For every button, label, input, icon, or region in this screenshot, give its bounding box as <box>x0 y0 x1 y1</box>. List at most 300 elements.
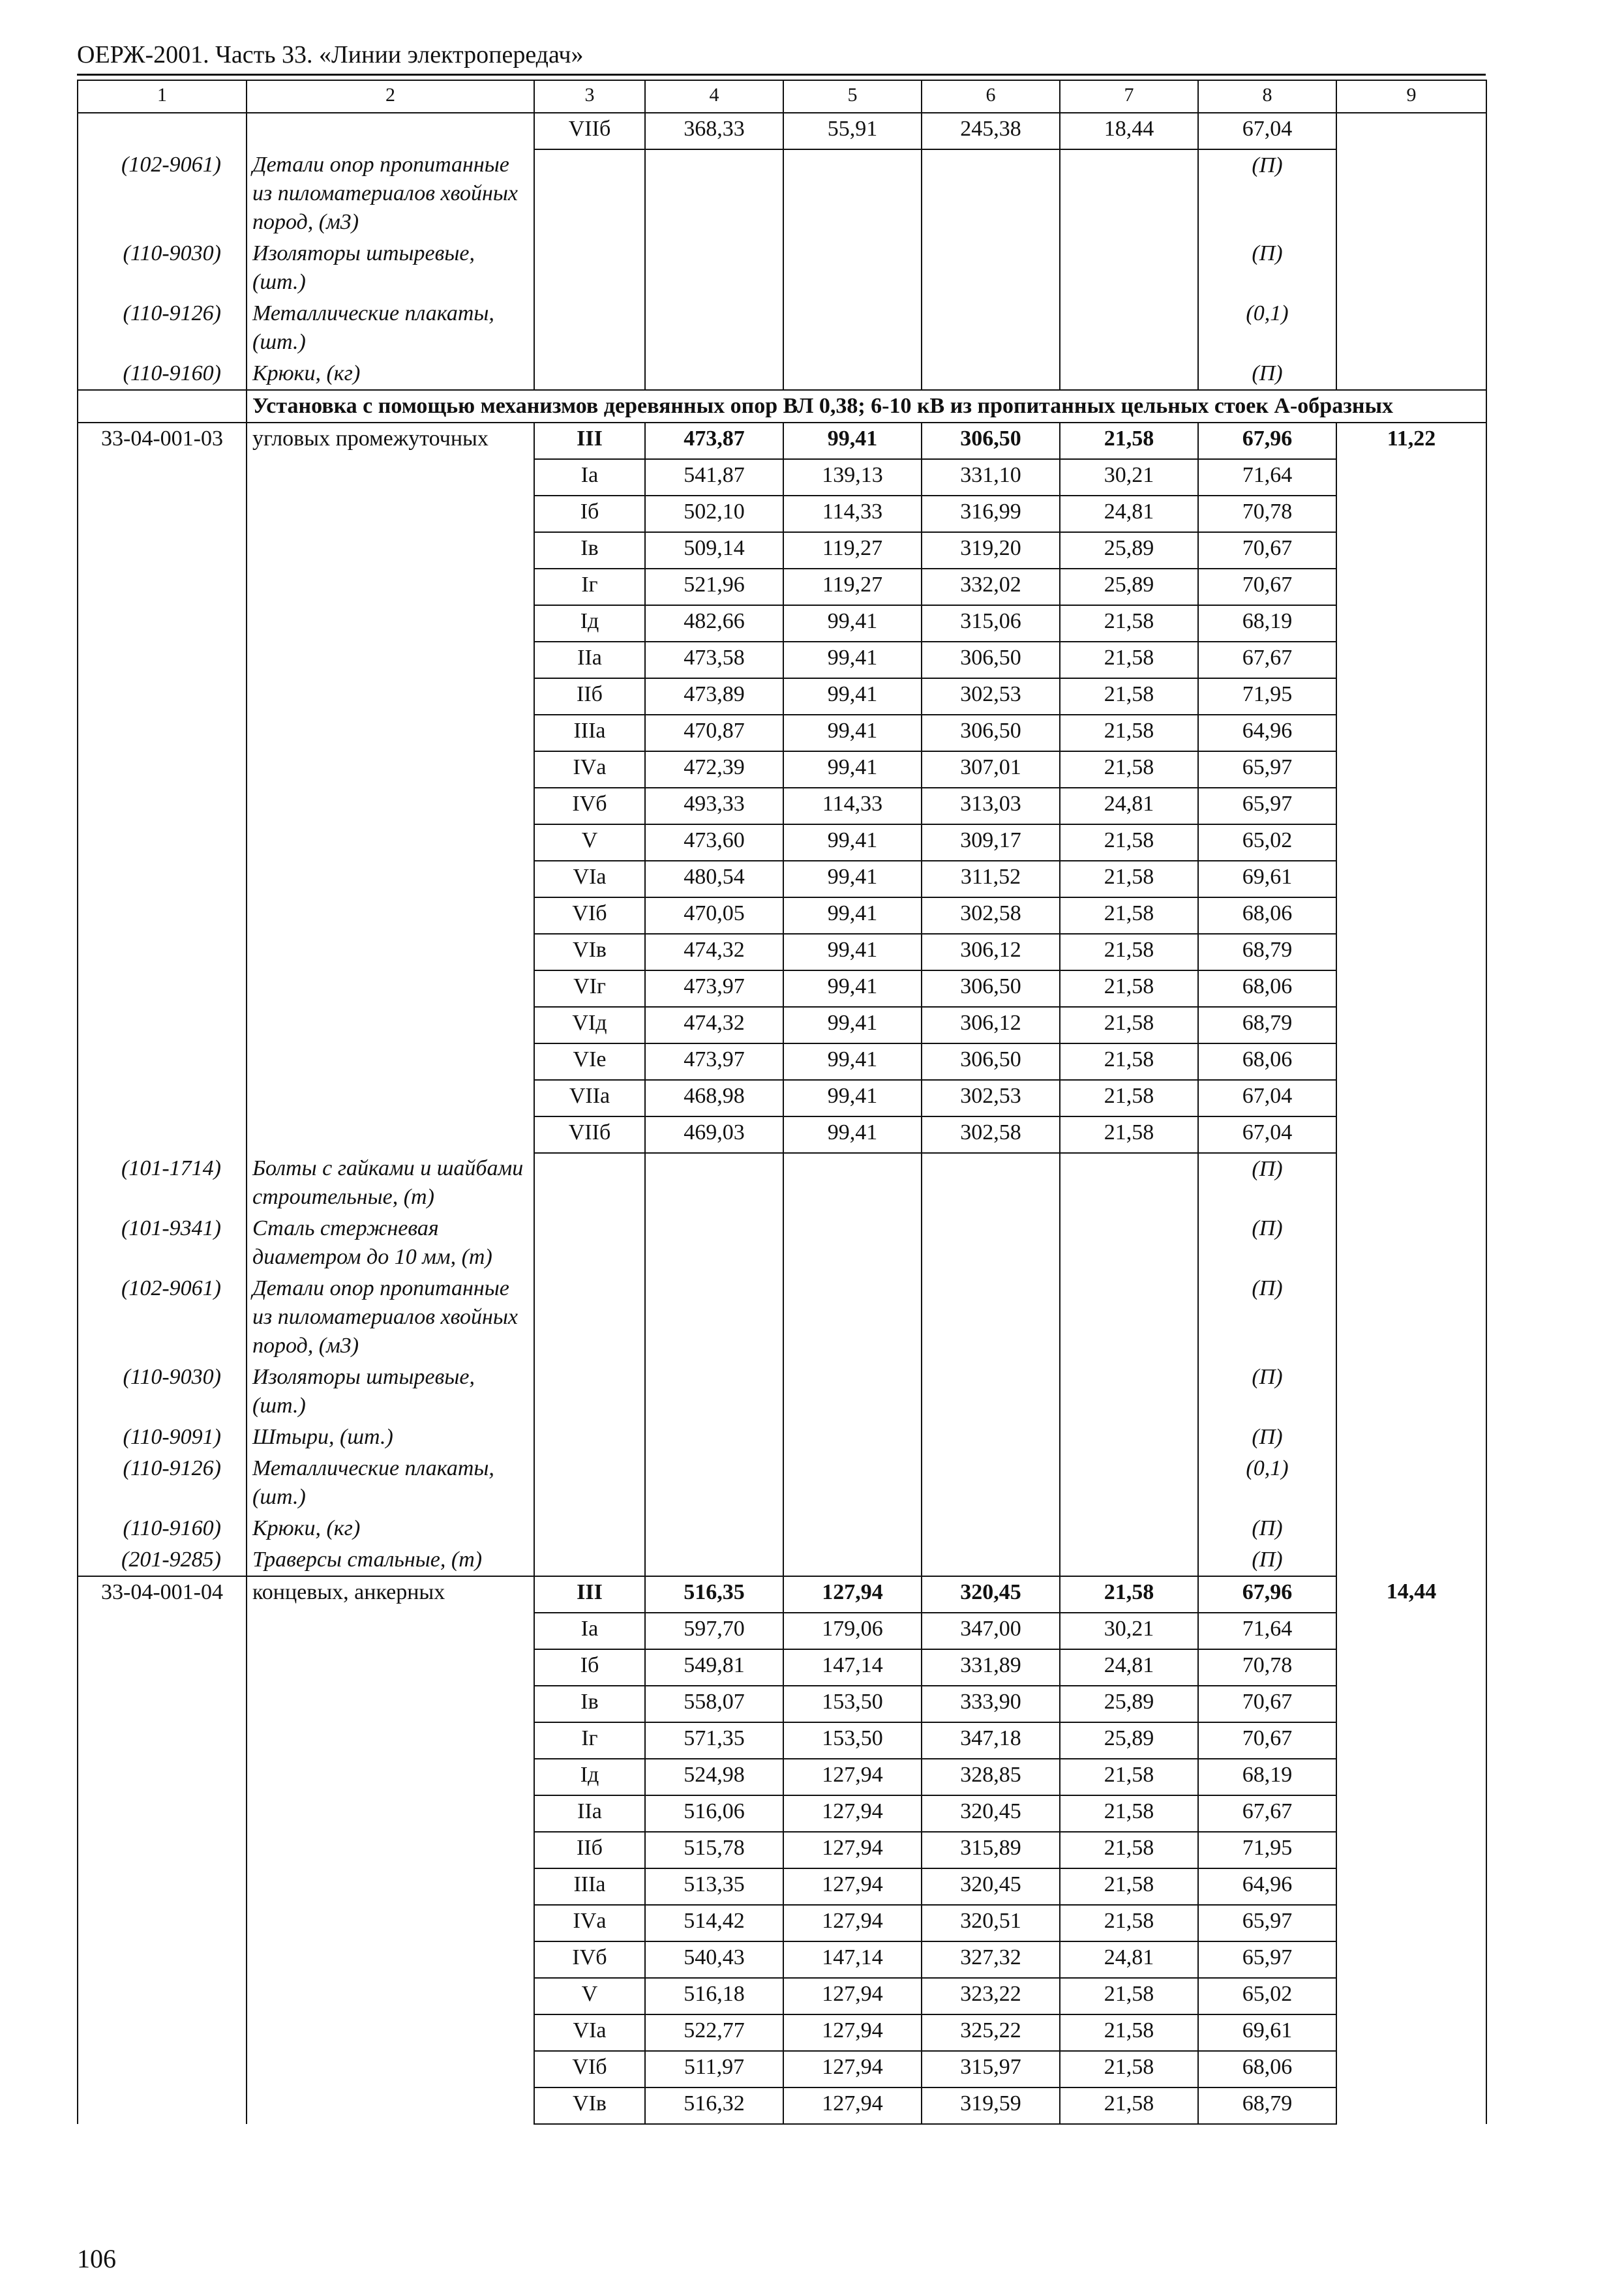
empty-cell <box>1336 642 1486 678</box>
labor-cost: 14,44 <box>1336 1576 1486 1613</box>
empty-cell <box>645 238 783 298</box>
zone-row <box>78 1832 1486 1868</box>
zone-row <box>78 1613 1486 1649</box>
value-c4: 509,14 <box>645 532 783 569</box>
value-c7: 24,81 <box>1060 496 1198 532</box>
value-c4: 473,97 <box>645 1043 783 1080</box>
empty-cell <box>78 459 247 496</box>
value-c8: 68,79 <box>1198 1007 1336 1043</box>
zone-row <box>78 496 1486 532</box>
value-c5: 127,94 <box>783 1759 922 1795</box>
empty-cell <box>534 1362 645 1422</box>
empty-cell <box>78 496 247 532</box>
value-c4: 549,81 <box>645 1649 783 1686</box>
zone-row <box>78 113 1486 149</box>
value-c6: 306,12 <box>922 934 1060 970</box>
empty-cell <box>78 642 247 678</box>
zone-row <box>78 1007 1486 1043</box>
resource-quantity: (0,1) <box>1198 298 1336 358</box>
empty-cell <box>247 569 534 605</box>
empty-cell <box>1336 1422 1486 1453</box>
zone-row <box>78 569 1486 605</box>
value-c7: 21,58 <box>1060 1868 1198 1905</box>
empty-cell <box>78 1080 247 1116</box>
value-c8: 68,79 <box>1198 2087 1336 2124</box>
empty-cell <box>1336 1905 1486 1941</box>
zone-row <box>78 2051 1486 2087</box>
value-c8: 67,96 <box>1198 423 1336 459</box>
value-c4: 541,87 <box>645 459 783 496</box>
value-c5: 99,41 <box>783 642 922 678</box>
zone-label: Iа <box>534 1613 645 1649</box>
value-c7: 21,58 <box>1060 1116 1198 1153</box>
value-c5: 99,41 <box>783 1007 922 1043</box>
value-c5: 114,33 <box>783 788 922 824</box>
value-c5: 127,94 <box>783 2014 922 2051</box>
value-c4: 558,07 <box>645 1686 783 1722</box>
value-c8: 65,97 <box>1198 1905 1336 1941</box>
empty-cell <box>1336 1722 1486 1759</box>
empty-cell <box>1336 2014 1486 2051</box>
value-c6: 313,03 <box>922 788 1060 824</box>
value-c5: 153,50 <box>783 1722 922 1759</box>
value-c7: 21,58 <box>1060 715 1198 751</box>
value-c7: 25,89 <box>1060 532 1198 569</box>
zone-row <box>78 605 1486 642</box>
empty-cell <box>1336 459 1486 496</box>
zone-label: VIа <box>534 2014 645 2051</box>
value-c8: 68,19 <box>1198 1759 1336 1795</box>
zone-row <box>78 897 1486 934</box>
empty-cell <box>783 1362 922 1422</box>
zone-label: III <box>534 1576 645 1613</box>
empty-cell <box>1336 788 1486 824</box>
resource-code: (110-9030) <box>78 238 247 298</box>
value-c5: 55,91 <box>783 113 922 149</box>
zone-row <box>78 1978 1486 2014</box>
value-c5: 99,41 <box>783 605 922 642</box>
value-c5: 127,94 <box>783 1978 922 2014</box>
zone-row <box>78 1686 1486 1722</box>
empty-cell <box>645 1422 783 1453</box>
value-c6: 307,01 <box>922 751 1060 788</box>
zone-label: VIб <box>534 2051 645 2087</box>
empty-cell <box>1336 496 1486 532</box>
zone-label: IIIа <box>534 1868 645 1905</box>
resource-name: Изоляторы штыревые, (шт.) <box>247 1362 534 1422</box>
empty-cell <box>1336 358 1486 390</box>
zone-row <box>78 1868 1486 1905</box>
value-c4: 470,87 <box>645 715 783 751</box>
value-c8: 70,78 <box>1198 1649 1336 1686</box>
empty-cell <box>783 298 922 358</box>
value-c5: 99,41 <box>783 715 922 751</box>
empty-cell <box>247 2087 534 2124</box>
value-c7: 21,58 <box>1060 423 1198 459</box>
value-c6: 309,17 <box>922 824 1060 861</box>
value-c7: 21,58 <box>1060 1043 1198 1080</box>
resource-quantity: (П) <box>1198 358 1336 390</box>
value-c8: 67,04 <box>1198 1080 1336 1116</box>
value-c8: 68,79 <box>1198 934 1336 970</box>
value-c4: 473,89 <box>645 678 783 715</box>
empty-cell <box>1336 605 1486 642</box>
empty-cell <box>78 2087 247 2124</box>
empty-cell <box>247 824 534 861</box>
zone-label: VIа <box>534 861 645 897</box>
empty-cell <box>78 1795 247 1832</box>
resource-quantity: (П) <box>1198 1544 1336 1576</box>
value-c4: 516,06 <box>645 1795 783 1832</box>
empty-cell <box>1336 934 1486 970</box>
empty-cell <box>78 1649 247 1686</box>
value-c4: 474,32 <box>645 1007 783 1043</box>
empty-cell <box>1336 113 1486 149</box>
value-c8: 70,78 <box>1198 496 1336 532</box>
value-c7: 18,44 <box>1060 113 1198 149</box>
value-c5: 99,41 <box>783 861 922 897</box>
value-c5: 127,94 <box>783 1795 922 1832</box>
resource-row <box>78 1513 1486 1544</box>
empty-cell <box>1060 1544 1198 1576</box>
value-c4: 474,32 <box>645 934 783 970</box>
value-c6: 347,18 <box>922 1722 1060 1759</box>
empty-cell <box>78 897 247 934</box>
empty-cell <box>1336 1649 1486 1686</box>
rate-name: угловых промежуточных <box>247 423 534 459</box>
zone-row <box>78 459 1486 496</box>
empty-cell <box>1336 861 1486 897</box>
zone-label: V <box>534 824 645 861</box>
value-c4: 502,10 <box>645 496 783 532</box>
value-c6: 302,58 <box>922 897 1060 934</box>
resource-name: Детали опор пропитанные из пиломатериалов хвойных пород, (м3) <box>247 149 534 238</box>
empty-cell <box>247 1686 534 1722</box>
resource-quantity: (П) <box>1198 1513 1336 1544</box>
value-c6: 331,89 <box>922 1649 1060 1686</box>
empty-cell <box>645 149 783 238</box>
value-c6: 320,45 <box>922 1576 1060 1613</box>
empty-cell <box>247 459 534 496</box>
value-c5: 99,41 <box>783 934 922 970</box>
value-c4: 472,39 <box>645 751 783 788</box>
empty-cell <box>1336 1362 1486 1422</box>
zone-row <box>78 824 1486 861</box>
resource-code: (102-9061) <box>78 1273 247 1362</box>
resource-name: Металлические плакаты, (шт.) <box>247 298 534 358</box>
value-c4: 571,35 <box>645 1722 783 1759</box>
zone-label: VIIа <box>534 1080 645 1116</box>
resource-quantity: (0,1) <box>1198 1453 1336 1513</box>
column-number-8: 8 <box>1198 80 1336 113</box>
value-c7: 21,58 <box>1060 2051 1198 2087</box>
value-c5: 99,41 <box>783 824 922 861</box>
value-c6: 325,22 <box>922 2014 1060 2051</box>
empty-cell <box>247 751 534 788</box>
empty-cell <box>783 238 922 298</box>
empty-cell <box>1060 1513 1198 1544</box>
empty-cell <box>1336 1043 1486 1080</box>
value-c7: 21,58 <box>1060 861 1198 897</box>
value-c7: 24,81 <box>1060 1941 1198 1978</box>
empty-cell <box>247 1116 534 1153</box>
value-c6: 306,50 <box>922 970 1060 1007</box>
resource-quantity: (П) <box>1198 238 1336 298</box>
empty-cell <box>78 1116 247 1153</box>
zone-row <box>78 788 1486 824</box>
labor-cost: 11,22 <box>1336 423 1486 459</box>
value-c5: 99,41 <box>783 970 922 1007</box>
value-c4: 516,32 <box>645 2087 783 2124</box>
zone-label: IIIа <box>534 715 645 751</box>
resource-code: (101-1714) <box>78 1153 247 1213</box>
empty-cell <box>1336 678 1486 715</box>
value-c5: 139,13 <box>783 459 922 496</box>
empty-cell <box>1336 1795 1486 1832</box>
value-c8: 70,67 <box>1198 532 1336 569</box>
empty-cell <box>78 2014 247 2051</box>
empty-cell <box>783 1422 922 1453</box>
value-c4: 473,60 <box>645 824 783 861</box>
empty-cell <box>1060 149 1198 238</box>
value-c5: 127,94 <box>783 1905 922 1941</box>
value-c7: 21,58 <box>1060 751 1198 788</box>
value-c8: 67,04 <box>1198 1116 1336 1153</box>
empty-cell <box>922 1544 1060 1576</box>
resource-row <box>78 149 1486 238</box>
value-c6: 328,85 <box>922 1759 1060 1795</box>
resource-name: Сталь стержневая диаметром до 10 мм, (т) <box>247 1213 534 1273</box>
value-c5: 127,94 <box>783 1832 922 1868</box>
resource-name: Крюки, (кг) <box>247 358 534 390</box>
resource-name: Крюки, (кг) <box>247 1513 534 1544</box>
zone-label: VIд <box>534 1007 645 1043</box>
column-number-4: 4 <box>645 80 783 113</box>
empty-cell <box>922 1513 1060 1544</box>
empty-cell <box>1336 1153 1486 1213</box>
value-c6: 302,53 <box>922 1080 1060 1116</box>
resource-quantity: (П) <box>1198 1422 1336 1453</box>
empty-cell <box>922 1213 1060 1273</box>
value-c8: 68,06 <box>1198 1043 1336 1080</box>
empty-cell <box>1336 569 1486 605</box>
empty-cell <box>247 1905 534 1941</box>
empty-cell <box>1336 1080 1486 1116</box>
value-c4: 473,87 <box>645 423 783 459</box>
empty-cell <box>783 1153 922 1213</box>
value-c8: 68,06 <box>1198 897 1336 934</box>
empty-cell <box>1336 2087 1486 2124</box>
value-c6: 323,22 <box>922 1978 1060 2014</box>
value-c5: 99,41 <box>783 1116 922 1153</box>
empty-cell <box>1336 1453 1486 1513</box>
zone-row <box>78 934 1486 970</box>
value-c8: 71,64 <box>1198 1613 1336 1649</box>
empty-cell <box>78 1868 247 1905</box>
zone-row <box>78 642 1486 678</box>
empty-cell <box>78 390 247 423</box>
value-c8: 71,95 <box>1198 678 1336 715</box>
empty-cell <box>1336 298 1486 358</box>
resource-code: (110-9030) <box>78 1362 247 1422</box>
value-c7: 21,58 <box>1060 1080 1198 1116</box>
zone-label: Iб <box>534 496 645 532</box>
empty-cell <box>247 1007 534 1043</box>
empty-cell <box>922 1273 1060 1362</box>
empty-cell <box>783 358 922 390</box>
zone-label: IVб <box>534 1941 645 1978</box>
value-c4: 470,05 <box>645 897 783 934</box>
value-c5: 127,94 <box>783 2051 922 2087</box>
value-c6: 315,97 <box>922 2051 1060 2087</box>
resource-quantity: (П) <box>1198 1273 1336 1362</box>
value-c6: 320,45 <box>922 1795 1060 1832</box>
value-c5: 153,50 <box>783 1686 922 1722</box>
value-c7: 21,58 <box>1060 605 1198 642</box>
empty-cell <box>247 1759 534 1795</box>
value-c5: 179,06 <box>783 1613 922 1649</box>
zone-label: Iг <box>534 1722 645 1759</box>
value-c8: 70,67 <box>1198 1686 1336 1722</box>
empty-cell <box>78 824 247 861</box>
zone-label: VIIб <box>534 113 645 149</box>
empty-cell <box>78 605 247 642</box>
empty-cell <box>78 715 247 751</box>
column-number-9: 9 <box>1336 80 1486 113</box>
empty-cell <box>922 1362 1060 1422</box>
empty-cell <box>534 1153 645 1213</box>
column-number-6: 6 <box>922 80 1060 113</box>
value-c7: 25,89 <box>1060 1722 1198 1759</box>
empty-cell <box>1336 149 1486 238</box>
value-c4: 493,33 <box>645 788 783 824</box>
value-c7: 24,81 <box>1060 1649 1198 1686</box>
empty-cell <box>78 1905 247 1941</box>
empty-cell <box>922 1453 1060 1513</box>
value-c8: 68,19 <box>1198 605 1336 642</box>
empty-cell <box>1060 1153 1198 1213</box>
empty-cell <box>1336 1978 1486 2014</box>
resource-name: Металлические плакаты, (шт.) <box>247 1453 534 1513</box>
zone-label: VIв <box>534 934 645 970</box>
zone-label: Iг <box>534 569 645 605</box>
empty-cell <box>247 1080 534 1116</box>
empty-cell <box>78 678 247 715</box>
value-c6: 319,59 <box>922 2087 1060 2124</box>
empty-cell <box>247 1868 534 1905</box>
empty-cell <box>1060 1422 1198 1453</box>
value-c6: 306,50 <box>922 642 1060 678</box>
empty-cell <box>922 238 1060 298</box>
rate-code: 33-04-001-04 <box>78 1576 247 1613</box>
value-c7: 21,58 <box>1060 2087 1198 2124</box>
zone-label: III <box>534 423 645 459</box>
zone-label: VIIб <box>534 1116 645 1153</box>
value-c5: 99,41 <box>783 897 922 934</box>
value-c8: 70,67 <box>1198 569 1336 605</box>
empty-cell <box>1336 1513 1486 1544</box>
value-c5: 114,33 <box>783 496 922 532</box>
value-c4: 521,96 <box>645 569 783 605</box>
empty-cell <box>1336 897 1486 934</box>
resource-row <box>78 1453 1486 1513</box>
value-c4: 522,77 <box>645 2014 783 2051</box>
value-c4: 468,98 <box>645 1080 783 1116</box>
zone-label: Iд <box>534 605 645 642</box>
empty-cell <box>645 1362 783 1422</box>
value-c4: 540,43 <box>645 1941 783 1978</box>
value-c6: 302,58 <box>922 1116 1060 1153</box>
value-c6: 333,90 <box>922 1686 1060 1722</box>
zone-row <box>78 1576 1486 1613</box>
empty-cell <box>247 1613 534 1649</box>
zone-row <box>78 1649 1486 1686</box>
empty-cell <box>534 298 645 358</box>
empty-cell <box>78 970 247 1007</box>
zone-label: IIб <box>534 1832 645 1868</box>
zone-label: V <box>534 1978 645 2014</box>
empty-cell <box>922 298 1060 358</box>
empty-cell <box>645 1513 783 1544</box>
resource-row <box>78 1273 1486 1362</box>
value-c4: 469,03 <box>645 1116 783 1153</box>
empty-cell <box>534 1273 645 1362</box>
empty-cell <box>247 605 534 642</box>
value-c7: 21,58 <box>1060 678 1198 715</box>
empty-cell <box>247 496 534 532</box>
value-c7: 24,81 <box>1060 788 1198 824</box>
empty-cell <box>78 1941 247 1978</box>
value-c8: 70,67 <box>1198 1722 1336 1759</box>
value-c6: 315,89 <box>922 1832 1060 1868</box>
value-c7: 21,58 <box>1060 1978 1198 2014</box>
zone-row <box>78 970 1486 1007</box>
empty-cell <box>78 1832 247 1868</box>
empty-cell <box>78 113 247 149</box>
value-c4: 524,98 <box>645 1759 783 1795</box>
resource-name: Детали опор пропитанные из пиломатериалов хвойных пород, (м3) <box>247 1273 534 1362</box>
empty-cell <box>1336 1007 1486 1043</box>
value-c8: 68,06 <box>1198 970 1336 1007</box>
zone-label: Iа <box>534 459 645 496</box>
empty-cell <box>645 1273 783 1362</box>
value-c6: 306,50 <box>922 715 1060 751</box>
value-c8: 69,61 <box>1198 2014 1336 2051</box>
empty-cell <box>1336 1868 1486 1905</box>
empty-cell <box>1336 1941 1486 1978</box>
value-c8: 65,97 <box>1198 751 1336 788</box>
zone-row <box>78 2014 1486 2051</box>
zone-row <box>78 1080 1486 1116</box>
resource-quantity: (П) <box>1198 1362 1336 1422</box>
value-c5: 99,41 <box>783 423 922 459</box>
value-c4: 513,35 <box>645 1868 783 1905</box>
value-c7: 25,89 <box>1060 1686 1198 1722</box>
value-c8: 64,96 <box>1198 715 1336 751</box>
empty-cell <box>78 1613 247 1649</box>
value-c4: 597,70 <box>645 1613 783 1649</box>
value-c4: 515,78 <box>645 1832 783 1868</box>
resource-code: (110-9091) <box>78 1422 247 1453</box>
value-c6: 306,50 <box>922 1043 1060 1080</box>
page-header-title: ОЕРЖ-2001. Часть 33. «Линии электропередач» <box>77 41 584 68</box>
value-c6: 306,50 <box>922 423 1060 459</box>
value-c5: 127,94 <box>783 1868 922 1905</box>
value-c6: 332,02 <box>922 569 1060 605</box>
empty-cell <box>534 149 645 238</box>
empty-cell <box>247 642 534 678</box>
resource-code: (110-9160) <box>78 358 247 390</box>
